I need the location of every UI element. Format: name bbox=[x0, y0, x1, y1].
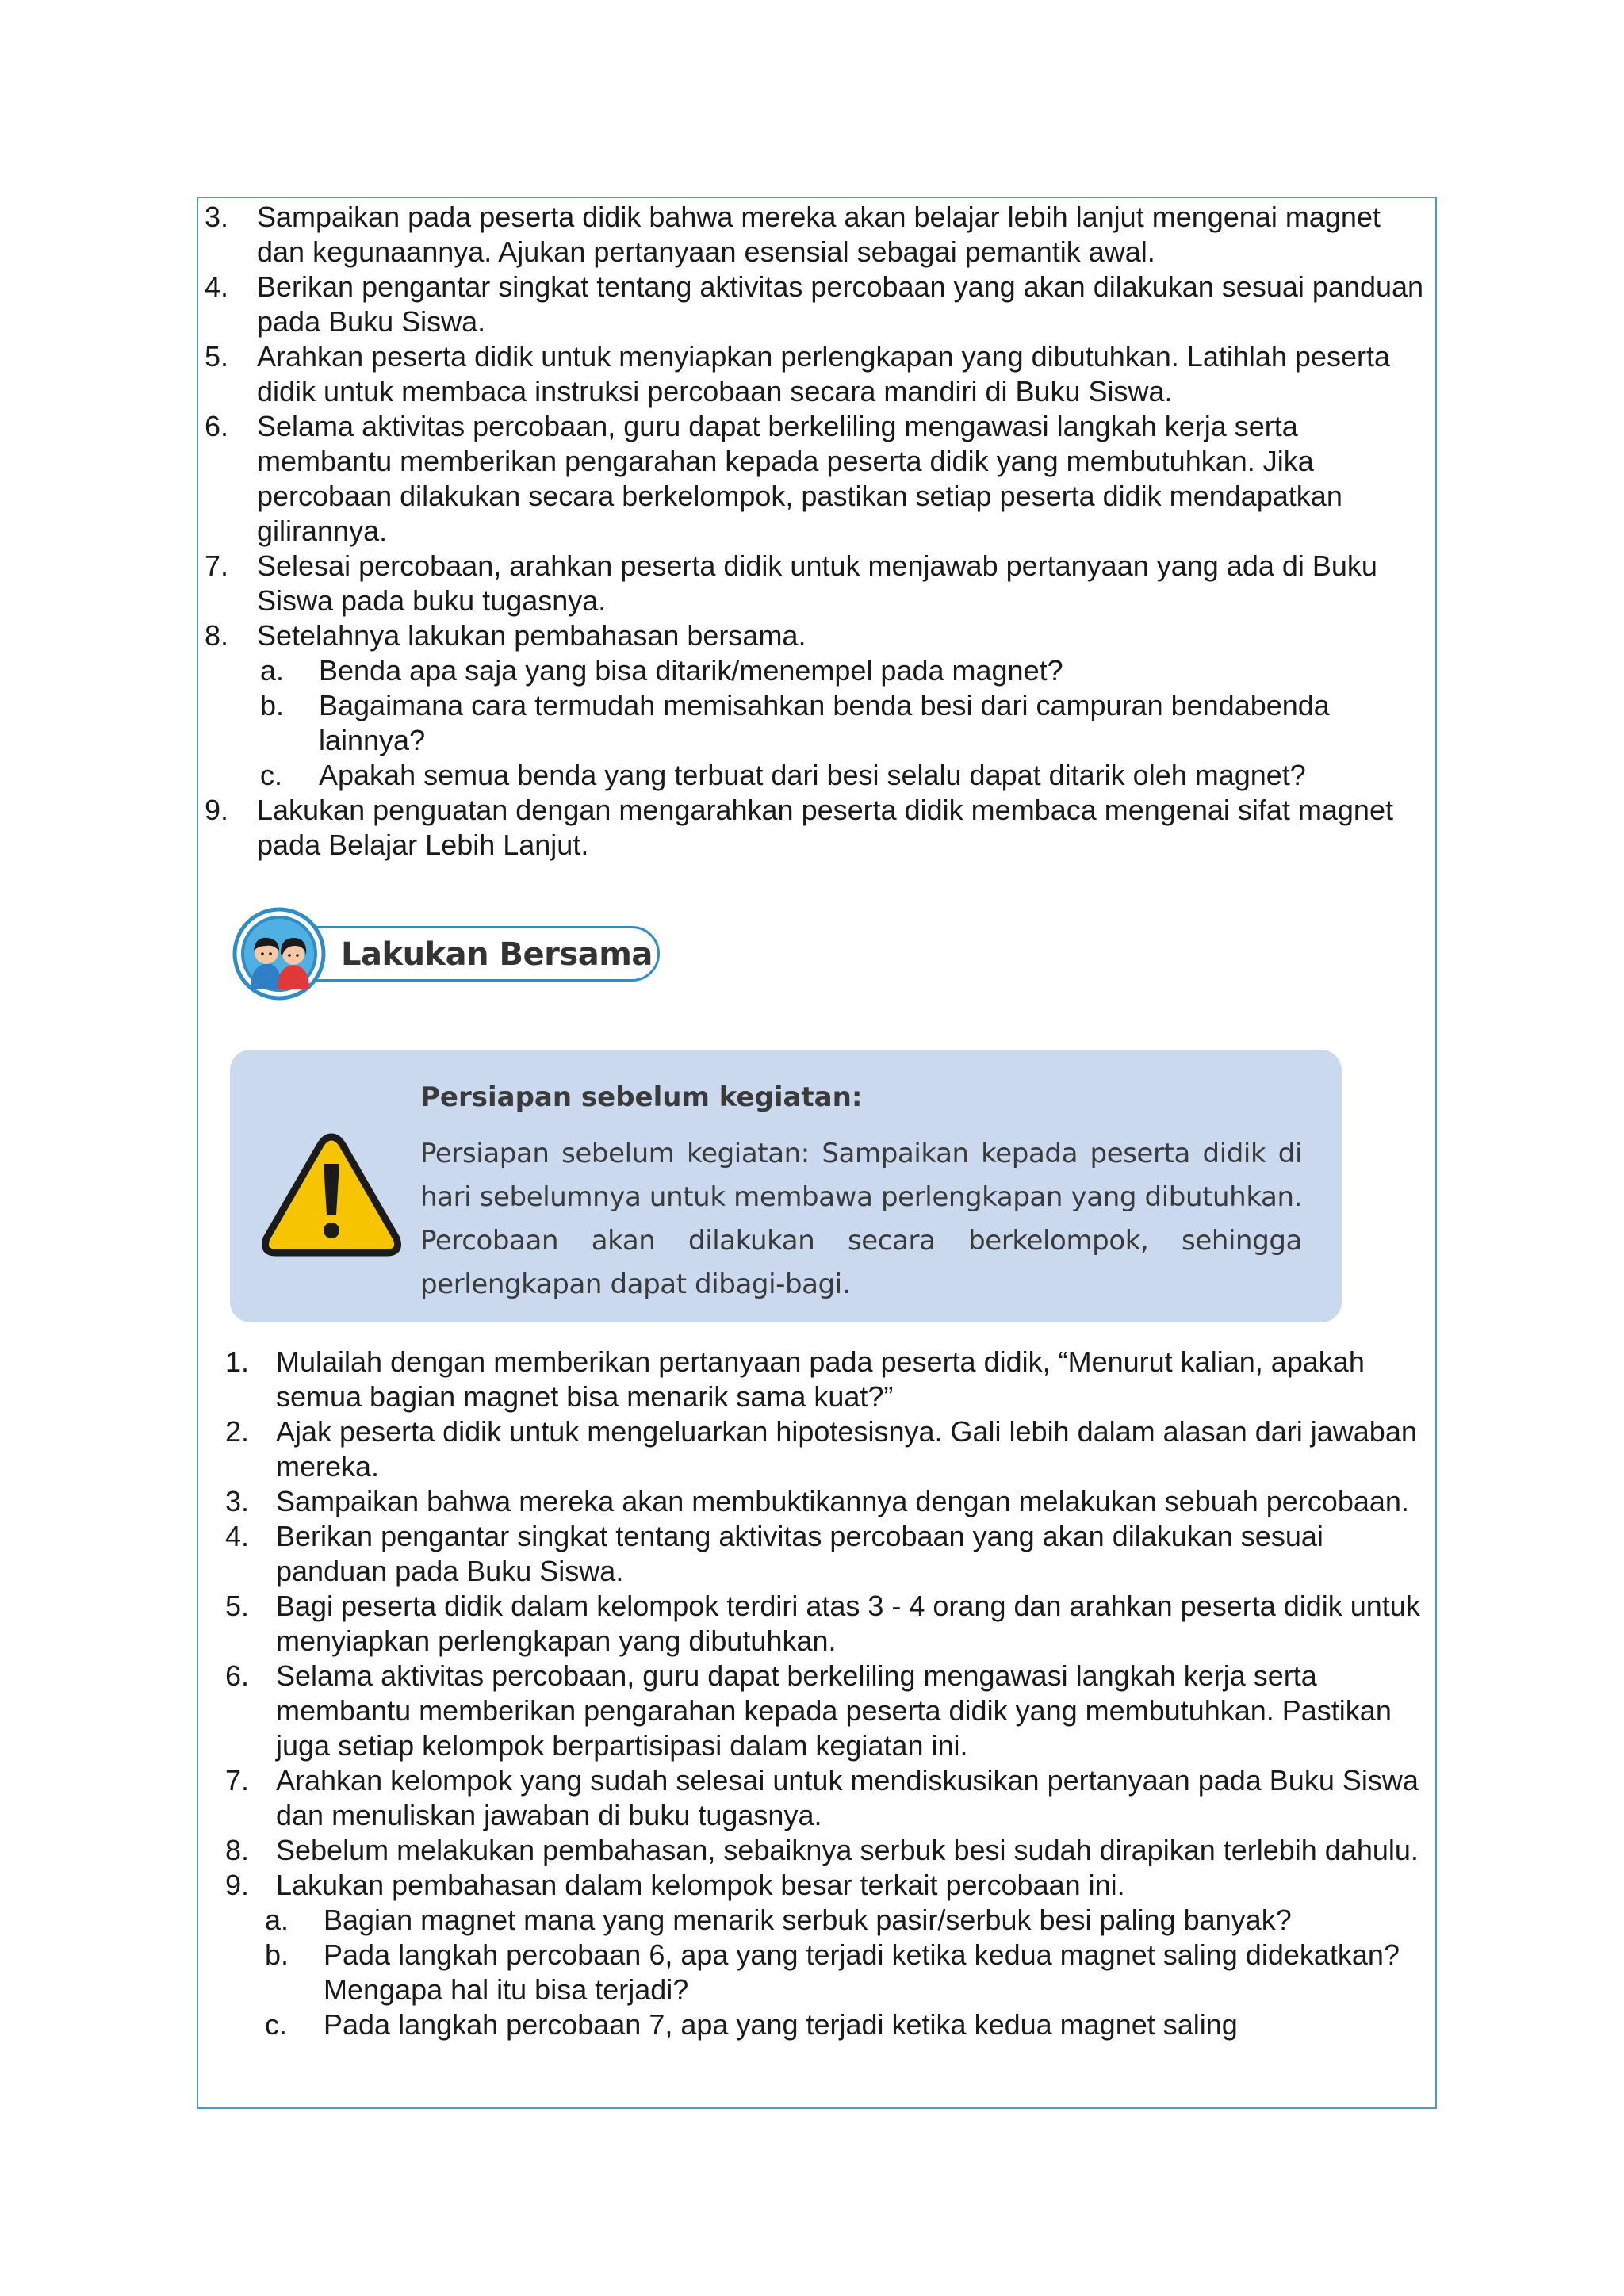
item-number: 1. bbox=[225, 1345, 250, 1378]
item-number: 6. bbox=[205, 410, 229, 442]
students-icon bbox=[232, 906, 327, 1001]
section-badge bbox=[232, 918, 663, 989]
sub-question-label: b. bbox=[260, 689, 285, 721]
sub-question-text: Benda apa saja yang bisa ditarik/menempel pada magnet? bbox=[319, 654, 1063, 687]
badge-label: Lakukan Bersama bbox=[341, 936, 653, 973]
item-text: Berikan pengantar singkat tentang aktivitas percobaan yang akan dilakukan sesuai panduan pada Buku Siswa. bbox=[257, 270, 1424, 338]
sub-question-label: b. bbox=[265, 1938, 289, 1971]
item-number: 9. bbox=[205, 794, 229, 826]
item-text: Lakukan penguatan dengan mengarahkan peserta didik membaca mengenai sifat magnet pada Belajar Lebih Lanjut. bbox=[257, 794, 1393, 861]
sub-question-list bbox=[265, 1903, 1427, 2042]
item-number: 7. bbox=[205, 549, 229, 582]
instruction-list-1 bbox=[205, 200, 1426, 863]
item-text: Selama aktivitas percobaan, guru dapat berkeliling mengawasi langkah kerja serta membantu memberikan pengarahan kepada peserta didik yang membutuhkan. Pastikan juga setiap kelompok berpartisipasi dalam kegiatan ini. bbox=[276, 1659, 1392, 1762]
list-item bbox=[225, 1659, 1427, 1763]
list-item bbox=[225, 1763, 1427, 1833]
item-text: Lakukan pembahasan dalam kelompok besar terkait percobaan ini. bbox=[276, 1869, 1125, 1901]
list-item bbox=[205, 270, 1426, 339]
sub-question bbox=[260, 688, 1426, 758]
item-text: Berikan pengantar singkat tentang aktivitas percobaan yang akan dilakukan sesuai panduan pada Buku Siswa. bbox=[276, 1520, 1323, 1587]
item-number: 5. bbox=[225, 1590, 250, 1622]
sub-question bbox=[265, 2007, 1427, 2042]
list-item bbox=[205, 549, 1426, 618]
sub-question bbox=[265, 1903, 1427, 1938]
item-text: Arahkan kelompok yang sudah selesai untuk mendiskusikan pertanyaan pada Buku Siswa dan menuliskan jawaban di buku tugasnya. bbox=[276, 1764, 1419, 1831]
list-item bbox=[225, 1589, 1427, 1659]
item-number: 2. bbox=[225, 1415, 250, 1448]
sub-question-text: Pada langkah percobaan 6, apa yang terjadi ketika kedua magnet saling didekatkan? Mengapa hal itu bisa terjadi? bbox=[324, 1938, 1400, 2006]
item-number: 7. bbox=[225, 1764, 250, 1797]
sub-question bbox=[265, 1938, 1427, 2007]
preparation-note bbox=[230, 1050, 1342, 1322]
warning-icon bbox=[259, 1129, 404, 1261]
sub-question-label: c. bbox=[260, 759, 283, 791]
item-number: 9. bbox=[225, 1869, 250, 1901]
item-text: Selesai percobaan, arahkan peserta didik untuk menjawab pertanyaan yang ada di Buku Siswa pada buku tugasnya. bbox=[257, 549, 1377, 617]
list-item bbox=[205, 339, 1426, 409]
item-text: Sampaikan pada peserta didik bahwa mereka akan belajar lebih lanjut mengenai magnet dan kegunaannya. Ajukan pertanyaan esensial sebagai pemantik awal. bbox=[257, 201, 1381, 268]
sub-question-text: Pada langkah percobaan 7, apa yang terjadi ketika kedua magnet saling bbox=[324, 2008, 1238, 2041]
list-item bbox=[205, 793, 1426, 863]
item-text: Selama aktivitas percobaan, guru dapat berkeliling mengawasi langkah kerja serta membantu memberikan pengarahan kepada peserta didik yang membutuhkan. Jika percobaan dilakukan secara berkelompok, pastikan setiap peserta didik mendapatkan gilirannya. bbox=[257, 410, 1342, 547]
list-item bbox=[205, 618, 1426, 793]
item-number: 3. bbox=[225, 1485, 250, 1517]
list-item bbox=[225, 1833, 1427, 1868]
list-item bbox=[225, 1414, 1427, 1484]
list-item bbox=[225, 1519, 1427, 1589]
list-item bbox=[205, 409, 1426, 549]
item-number: 5. bbox=[205, 340, 229, 373]
item-number: 4. bbox=[205, 270, 229, 303]
list-item bbox=[205, 200, 1426, 270]
item-number: 4. bbox=[225, 1520, 250, 1552]
sub-question-text: Bagian magnet mana yang menarik serbuk pasir/serbuk besi paling banyak? bbox=[324, 1904, 1292, 1936]
note-title: Persiapan sebelum kegiatan: bbox=[420, 1081, 863, 1113]
sub-question-label: a. bbox=[260, 654, 285, 687]
sub-question bbox=[260, 653, 1426, 688]
item-text: Ajak peserta didik untuk mengeluarkan hipotesisnya. Gali lebih dalam alasan dari jawaban mereka. bbox=[276, 1415, 1417, 1483]
sub-question-text: Bagaimana cara termudah memisahkan benda besi dari campuran bendabenda lainnya? bbox=[319, 689, 1330, 756]
item-text: Arahkan peserta didik untuk menyiapkan perlengkapan yang dibutuhkan. Latihlah peserta didik untuk membaca instruksi percobaan secara mandiri di Buku Siswa. bbox=[257, 340, 1390, 408]
item-text: Bagi peserta didik dalam kelompok terdiri atas 3 - 4 orang dan arahkan peserta didik untuk menyiapkan perlengkapan yang dibutuhkan. bbox=[276, 1590, 1420, 1657]
item-text: Setelahnya lakukan pembahasan bersama. bbox=[257, 619, 806, 652]
sub-question-label: c. bbox=[265, 2008, 288, 2041]
list-item bbox=[225, 1868, 1427, 2042]
instruction-list-2 bbox=[225, 1345, 1427, 2042]
list-item bbox=[225, 1345, 1427, 1414]
item-number: 8. bbox=[225, 1834, 250, 1866]
item-text: Sebelum melakukan pembahasan, sebaiknya serbuk besi sudah dirapikan terlebih dahulu. bbox=[276, 1834, 1419, 1866]
note-text: Persiapan sebelum kegiatan: Sampaikan kepada peserta didik di hari sebelumnya untuk membawa perlengkapan yang dibutuhkan. Percobaan akan dilakukan secara berkelompok, sehingga perlengkapan dapat dibagi-bagi. bbox=[420, 1138, 1302, 1300]
sub-question-list bbox=[260, 653, 1426, 793]
sub-question bbox=[260, 758, 1426, 793]
sub-question-text: Apakah semua benda yang terbuat dari besi selalu dapat ditarik oleh magnet? bbox=[319, 759, 1306, 791]
list-item bbox=[225, 1484, 1427, 1519]
item-number: 6. bbox=[225, 1659, 250, 1692]
item-number: 8. bbox=[205, 619, 229, 652]
sub-question-label: a. bbox=[265, 1904, 289, 1936]
item-text: Sampaikan bahwa mereka akan membuktikannya dengan melakukan sebuah percobaan. bbox=[276, 1485, 1409, 1517]
item-number: 3. bbox=[205, 201, 229, 233]
item-text: Mulailah dengan memberikan pertanyaan pada peserta didik, “Menurut kalian, apakah semua bagian magnet bisa menarik sama kuat?” bbox=[276, 1345, 1365, 1413]
